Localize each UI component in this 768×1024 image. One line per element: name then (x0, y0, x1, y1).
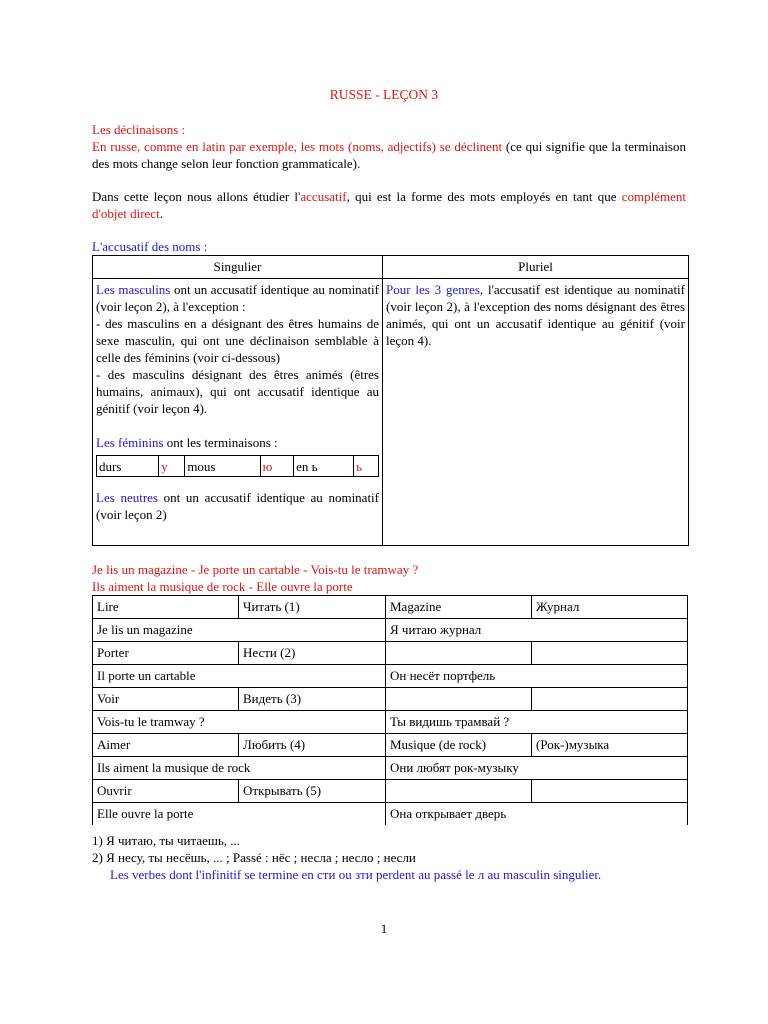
footnote-2: 2) Я несу, ты несёшь, ... ; Passé : нёс ; несла ; несло ; несли (92, 850, 416, 865)
intro-rest: (ce qui signifie que la terminaison des mots change selon leur fonction grammaticale). (92, 139, 686, 171)
page-number: 1 (380, 921, 388, 936)
vocab-cell: Нести (2) (239, 642, 386, 665)
masculins-text: ont un accusatif identique au nominatif (voir leçon 2), à l'exception : (96, 282, 380, 314)
vocab-cell: Aimer (93, 734, 239, 757)
masculins-rule (96, 281, 379, 315)
vocab-cell (532, 688, 688, 711)
neutres-text: ont un accusatif identique au nominatif (voir leçon 2) (96, 490, 379, 522)
french-sentence: Ils aiment la musique de rock (93, 757, 386, 780)
masculins-label: Les masculins (96, 282, 171, 297)
french-sentence: Vois-tu le tramway ? (93, 711, 386, 734)
examples-line-1: Je lis un magazine - Je porte un cartable - Vois-tu le tramway ? (92, 562, 419, 577)
ending-type-soft-sign: en ь (294, 456, 354, 477)
feminins-rule (96, 434, 379, 451)
complement-term: complément d'objet direct (92, 189, 686, 221)
intro-red-sentence: En russe, comme en latin par exemple, les mots (noms, adjectifs) se déclinent (92, 139, 503, 154)
vocab-cell (532, 780, 688, 803)
vocab-cell: Ouvrir (93, 780, 239, 803)
vocab-cell (532, 642, 688, 665)
declinaisons-heading: Les déclinaisons : (92, 122, 186, 137)
accusatif-term: accusatif (300, 189, 347, 204)
ending-durs: у (159, 456, 185, 477)
vocab-cell: Magazine (386, 596, 532, 619)
vocab-row (93, 596, 688, 619)
vocab-cell: Открывать (5) (239, 780, 386, 803)
ending-type-durs: durs (97, 456, 159, 477)
footnote-3: Les verbes dont l'infinitif se termine en сти ou зти perdent au passé le л au masculin singulier. (110, 867, 602, 882)
header-pluriel: Pluriel (383, 256, 689, 279)
vocab-cell: Porter (93, 642, 239, 665)
vocab-cell: Журнал (532, 596, 688, 619)
vocab-cell: Voir (93, 688, 239, 711)
lesson-text-2: , qui est la forme des mots employés en tant que (346, 189, 622, 204)
russian-sentence: Ты видишь трамвай ? (386, 711, 688, 734)
vocab-cell: Видеть (3) (239, 688, 386, 711)
vocab-cell: Lire (93, 596, 239, 619)
russian-sentence: Он несёт портфель (386, 665, 688, 688)
lesson-text-1: Dans cette leçon nous allons étudier l' (92, 189, 301, 204)
vocab-cell: Любить (4) (239, 734, 386, 757)
vocab-cell: Читать (1) (239, 596, 386, 619)
neutres-rule (96, 489, 379, 523)
vocab-cell (386, 642, 532, 665)
vocab-cell: (Рок-)музыка (532, 734, 688, 757)
plural-text: , l'accusatif est identique au nominatif (voir leçon 2), à l'exception des noms désignant des êtres animés, qui ont un accusatif identique au génitif (voir leçon 4). (386, 282, 686, 348)
ending-mous: ю (260, 456, 293, 477)
russian-sentence: Я читаю журнал (386, 619, 688, 642)
russian-sentence: Она открывает дверь (386, 803, 688, 826)
header-singulier: Singulier (93, 256, 383, 279)
lesson-paragraph (92, 188, 686, 222)
vocabulary-table (92, 595, 688, 825)
feminins-text: ont les terminaisons : (163, 435, 278, 450)
feminins-label: Les féminins (96, 435, 164, 450)
examples-line-2: Ils aiment la musique de rock - Elle ouvre la porte (92, 579, 353, 594)
vocab-row (93, 665, 688, 688)
singular-cell (93, 279, 383, 546)
plural-cell (383, 279, 689, 546)
ending-type-mous: mous (185, 456, 260, 477)
vocab-row (93, 757, 688, 780)
vocab-row (93, 803, 688, 826)
neutres-label: Les neutres (96, 490, 158, 505)
examples-heading (92, 561, 686, 595)
accusative-nouns-table (92, 255, 689, 546)
footnotes (92, 832, 686, 883)
vocab-cell: Musique (de rock) (386, 734, 532, 757)
vocab-cell (386, 688, 532, 711)
footnote-1: 1) Я читаю, ты читаешь, ... (92, 833, 241, 848)
vocab-row (93, 711, 688, 734)
intro-text (92, 138, 686, 172)
feminine-endings-table (96, 455, 379, 477)
vocab-row (93, 642, 688, 665)
ending-soft-sign: ь (354, 456, 379, 477)
exception-1: - des masculins en a désignant des êtres humains de sexe masculin, qui ont une déclinaison semblable à celle des féminins (voir ci-dessous) (96, 316, 379, 365)
exception-2: - des masculins désignant des êtres animés (êtres humains, animaux), qui ont accusatif identique au génitif (voir leçon 4). (96, 367, 379, 416)
french-sentence: Elle ouvre la porte (93, 803, 386, 826)
vocab-row (93, 734, 688, 757)
page-title: RUSSE - LEÇON 3 (329, 87, 439, 102)
vocab-cell (386, 780, 532, 803)
nouns-heading: L'accusatif des noms : (92, 239, 208, 254)
plural-label: Pour les 3 genres (386, 282, 480, 297)
intro-paragraph (92, 121, 686, 172)
russian-sentence: Они любят рок-музыку (386, 757, 688, 780)
french-sentence: Je lis un magazine (93, 619, 386, 642)
french-sentence: Il porte un cartable (93, 665, 386, 688)
lesson-text-3: . (159, 206, 163, 221)
vocab-row (93, 688, 688, 711)
vocab-row (93, 780, 688, 803)
vocab-row (93, 619, 688, 642)
